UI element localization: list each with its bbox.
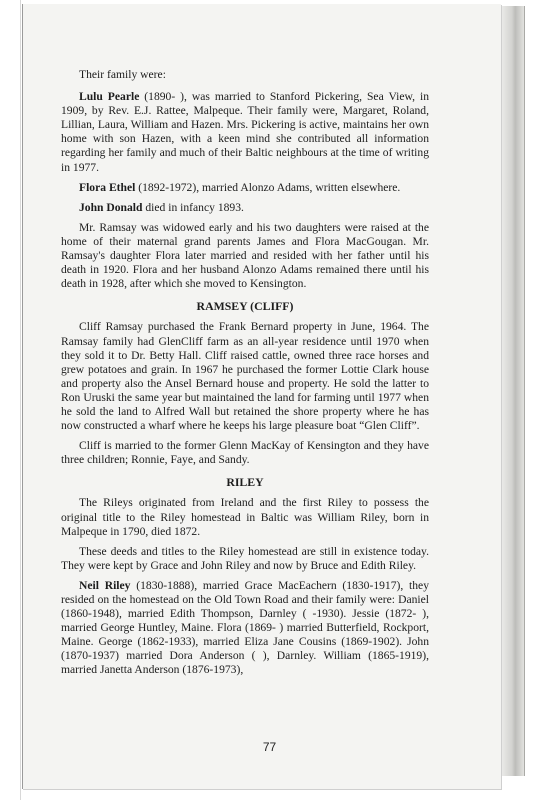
paragraph-john — [61, 201, 429, 215]
paragraph-ramsay: Mr. Ramsay was widowed early and his two daughters were raised at the home of their maternal grand parents James and Flora MacGougan. Mr. Ramsay's daughter Flora later married and resided with her father until his death in 1920. Flora and her husband Alonzo Adams remained there until his death in 1928, after which she moved to Kensington. — [61, 220, 429, 291]
text-john: died in infancy 1893. — [142, 200, 244, 214]
paragraph-lulu — [61, 90, 429, 175]
text-lulu: (1890- ), was married to Stanford Pickering, Sea View, in 1909, by Rev. E.J. Rattee, Malpeque. Their family were, Margaret, Roland, Lillian, Laura, William and Hazen. Mrs. Pickering is active, maintains her own home with son Hazen, with a keen mind she contributed all information regarding her family and much of their Baltic neighbours at the time of writing in 1977. — [61, 90, 429, 174]
paragraph-cliff-2: Cliff is married to the former Glenn MacKay of Kensington and they have three children; Ronnie, Faye, and Sandy. — [61, 439, 429, 467]
paragraph-riley-1: The Rileys originated from Ireland and the first Riley to possess the original title to the Riley homestead in Baltic was William Riley, born in Malpeque in 1790, died 1872. — [61, 496, 429, 538]
page-number: 77 — [262, 740, 277, 754]
name-john: John Donald — [79, 200, 143, 214]
page-edge-shadow — [502, 6, 525, 776]
name-flora: Flora Ethel — [79, 180, 136, 194]
text-neil: (1830-1888), married Grace MacEachern (1830-1917), they resided on the homestead on the Old Town Road and their family were: Daniel (1860-1948), married Edith Thompson, Darnley ( -1930). Jessie (1872- ), married George Huntley, Maine. Flora (1869- ) married Butterfield, Rockport, Maine. George (1862-1933), married Eliza Jane Cousins (1869-1902). John (1870-1937) married Dora Anderson ( ), Darnley. William (1865-1919), married Janetta Anderson (1876-1973), — [61, 578, 429, 677]
section-heading-riley: RILEY — [226, 475, 264, 490]
paragraph-neil — [61, 579, 429, 678]
scan-background — [0, 0, 21, 800]
paragraph-cliff-1: Cliff Ramsay purchased the Frank Bernard property in June, 1964. The Ramsay family had GlenCliff farm as an all-year residence until 1970 when they sold it to Dr. Betty Hall. Cliff raised cattle, owned three race horses and grew potatoes and grain. In 1967 he purchased the former Lottie Clark house and property also the Ansel Bernard house and property. He sold the latter to Ron Uruski the same year but maintained the land for farming until 1977 when he sold the land to Alfred Wall but retained the shore property where he has now constructed a wharf where he keeps his large pleasure boat “Glen Cliff”. — [61, 320, 429, 433]
text-flora: (1892-1972), married Alonzo Adams, written elsewhere. — [135, 180, 401, 194]
intro-line: Their family were: — [79, 68, 166, 81]
name-neil: Neil Riley — [79, 578, 131, 592]
page-text — [61, 68, 429, 684]
paragraph-flora — [61, 181, 429, 195]
paragraph-riley-2: These deeds and titles to the Riley homestead are still in existence today. They were kept by Grace and John Riley and now by Bruce and Edith Riley. — [61, 544, 429, 572]
name-lulu: Lulu Pearle — [79, 90, 140, 104]
section-heading-ramsey: RAMSEY (CLIFF) — [196, 299, 294, 314]
